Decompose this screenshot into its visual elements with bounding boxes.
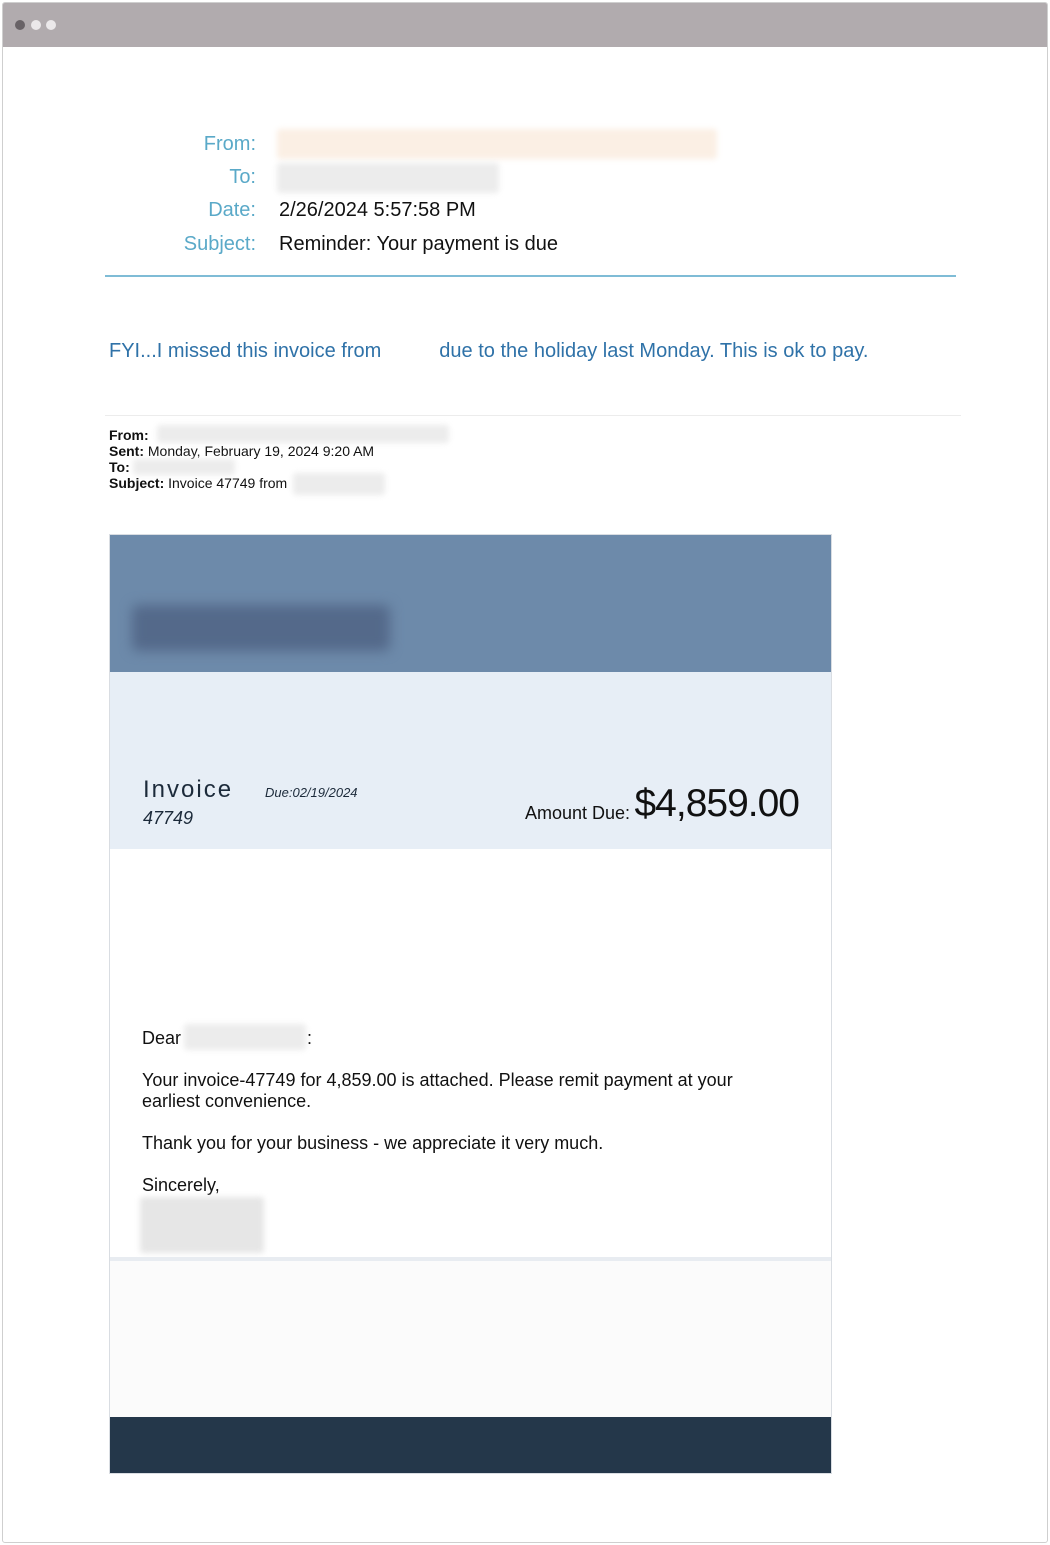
fwd-subject-redacted	[293, 473, 385, 495]
greeting-colon: :	[307, 1028, 313, 1048]
fwd-to-line	[109, 459, 130, 475]
from-redacted	[277, 129, 717, 159]
fwd-sent-label: Sent:	[109, 443, 144, 459]
fwd-subject-label: Subject:	[109, 475, 165, 491]
fwd-sent-line	[109, 443, 374, 459]
thank-you-paragraph: Thank you for your business - we appreciate it very much.	[142, 1133, 604, 1153]
fwd-to-label: To:	[109, 459, 130, 475]
header-divider	[105, 275, 956, 277]
payment-paragraph-line2: earliest convenience.	[142, 1091, 312, 1111]
fwd-sent-value: Monday, February 19, 2024 9:20 AM	[147, 443, 375, 459]
maximize-dot-icon[interactable]	[46, 20, 56, 30]
invoice-header	[110, 535, 831, 672]
greeting-line	[142, 1028, 181, 1049]
fwd-from-redacted	[157, 425, 449, 443]
fyi-message	[109, 339, 868, 363]
to-redacted	[277, 163, 499, 193]
invoice-lower-area	[110, 1261, 831, 1417]
invoice-title: Invoice	[143, 776, 234, 803]
invoice-number: 47749	[143, 808, 194, 828]
signature-redacted	[140, 1197, 264, 1253]
greeting-text: Dear	[142, 1028, 182, 1048]
amount-due-label: Amount Due:	[525, 803, 631, 823]
payment-paragraph-line1: Your invoice-47749 for 4,859.00 is attached. Please remit payment at your	[142, 1070, 733, 1090]
subject-label: Subject:	[183, 233, 256, 255]
fwd-subject-line	[109, 475, 287, 491]
fwd-subject-value: Invoice 47749 from	[168, 475, 288, 491]
closing-text: Sincerely,	[142, 1175, 220, 1195]
company-logo-redacted	[132, 605, 390, 651]
from-label: From:	[203, 133, 256, 155]
fwd-from-line	[109, 427, 149, 443]
date-value: 2/26/2024 5:57:58 PM	[279, 199, 476, 221]
fyi-redacted	[381, 339, 439, 357]
window-titlebar	[3, 3, 1047, 47]
invoice-footer	[110, 1417, 831, 1473]
fwd-from-label: From:	[109, 427, 149, 443]
payment-paragraph	[142, 1070, 733, 1112]
minimize-dot-icon[interactable]	[31, 20, 41, 30]
forward-divider	[105, 415, 961, 416]
close-dot-icon[interactable]	[15, 20, 25, 30]
invoice-card	[109, 534, 832, 1474]
email-window	[2, 2, 1048, 1543]
invoice-due-date: Due:02/19/2024	[265, 785, 358, 800]
amount-due-value: $4,859.00	[634, 782, 799, 825]
date-label: Date:	[208, 199, 256, 221]
subject-value: Reminder: Your payment is due	[279, 233, 559, 255]
invoice-summary-band	[110, 672, 831, 849]
recipient-name-redacted	[184, 1024, 306, 1050]
to-label: To:	[229, 166, 256, 188]
fyi-text-end: due to the holiday last Monday. This is ok to pay.	[439, 340, 869, 362]
fwd-to-redacted	[133, 459, 235, 475]
fyi-text-start: FYI...I missed this invoice from	[109, 340, 382, 362]
